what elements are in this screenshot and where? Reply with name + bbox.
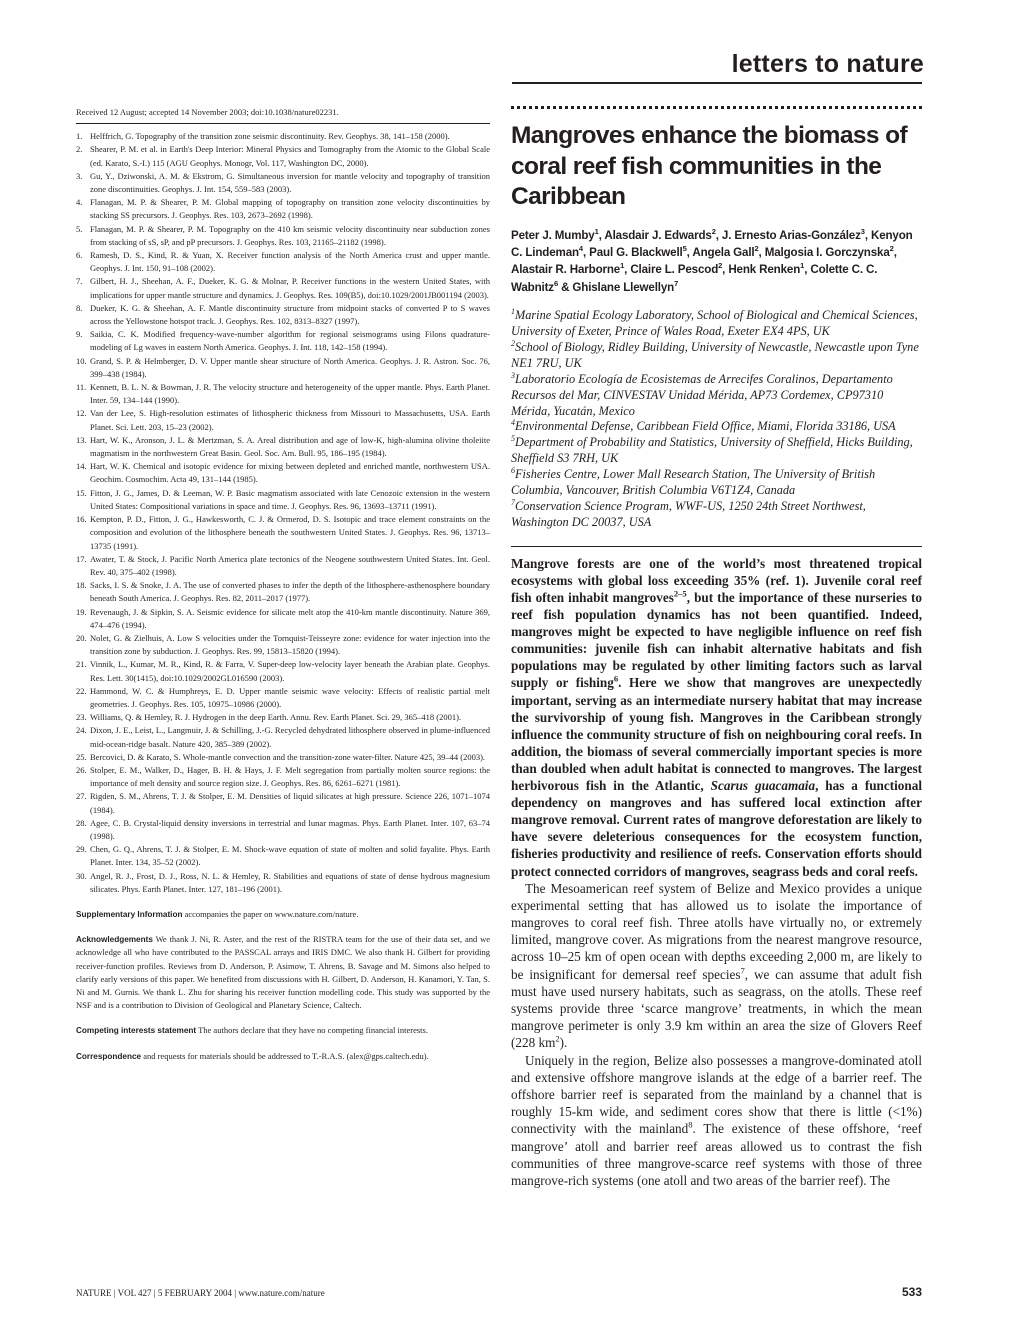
reference-item (76, 196, 490, 222)
reference-list (76, 130, 490, 896)
reference-number: 1. (76, 131, 83, 142)
author (572, 278, 679, 294)
reference-item (76, 143, 490, 169)
affiliation (511, 499, 922, 531)
reference-number: 28. (76, 817, 87, 828)
author-affiliation-mark: 2 (889, 244, 894, 254)
reference-text: Williams, Q. & Hemley, R. J. Hydrogen in the deep Earth. Annu. Rev. Earth Planet. Sci. 29, 365–418 (2001). (90, 712, 462, 723)
correspondence (76, 1050, 490, 1063)
author-name: Peter J. Mumby (511, 228, 595, 242)
reference-text: Helffrich, G. Topography of the transition zone seismic discontinuity. Rev. Geophys. 38, 141–158 (2000). (90, 131, 450, 142)
affiliation (511, 467, 922, 499)
reference-item (76, 817, 490, 843)
reference-text: Vinnik, L., Kumar, M. R., Kind, R. & Farra, V. Super-deep low-velocity layer beneath the Arabian plate. Geophys. Res. Lett. 30(1415), doi:10.1029/2002GL016590 (2003). (90, 659, 490, 683)
author (589, 246, 687, 259)
reference-item (76, 487, 490, 513)
author-affiliation-mark: 2 (711, 226, 716, 236)
affiliation-rule (511, 546, 922, 547)
body-text: ). (559, 1035, 568, 1051)
author-name: Angela Gall (692, 245, 755, 259)
affiliation-text: Environmental Defense, Caribbean Field Office, Miami, Florida 33186, USA (515, 419, 896, 434)
reference-text: Gilbert, H. J., Sheehan, A. F., Dueker, K. G. & Molnar, P. Receiver functions in the western United States, with implications for upper mantle structure and dynamics. J. Geophys. Res. 109(B5), doi:10.1029/2001JB001194 (2003). (90, 276, 490, 300)
reference-item (76, 724, 490, 750)
reference-text: Nolet, G. & Zielhuis, A. Low S velocities under the Tornquist-Teisseyre zone: evidence for water injection into the transition zone by subduction. J. Geophys. Res. 99, 15813–15820 (1994). (90, 632, 490, 657)
reference-text: Revenaugh, J. & Sipkin, S. A. Seismic evidence for silicate melt atop the 410-km mantle discontinuity. Nature 369, 474–476 (1994). (90, 606, 490, 630)
supplementary-note (76, 908, 490, 921)
reference-text: Angel, R. J., Frost, D. J., Ross, N. L. & Hemley, R. Stabilities and equations of state of dense hydrous magnesium silicates. Phys. Earth Planet. Inter. 127, 181–196 (2001). (90, 870, 490, 894)
author (604, 226, 716, 242)
competing-interests (76, 1024, 490, 1037)
reference-text: Awater, T. & Stock, J. Pacific North America plate tectonics of the Neogene southwestern United States. Int. Geol. Rev. 40, 375–402 (1998). (90, 553, 490, 577)
abstract (511, 555, 922, 880)
reference-number: 23. (76, 712, 87, 723)
author (692, 246, 758, 259)
reference-item (76, 275, 490, 301)
reference-item (76, 843, 490, 869)
left-column (76, 106, 490, 1063)
author-name: Claire L. Pescod (630, 263, 719, 277)
correspondence-label: Correspondence (76, 1051, 142, 1061)
affiliation-mark: 6 (511, 466, 515, 476)
abstract-citation: 2–5 (673, 588, 687, 599)
competing-interests-text: The authors declare that they have no competing financial interests. (198, 1025, 428, 1036)
affiliation-text: Fisheries Centre, Lower Mall Research Station, The University of British Columbia, Vancouver, British Columbia V6T1Z4, Canada (511, 467, 876, 498)
abstract-text-1: Mangrove forests are one of the world’s most threatened tropical ecosystems with global loss exceeding 35% (ref. 1). Juvenile coral reef fish often inhabit mangroves (511, 555, 922, 605)
affiliation (511, 340, 922, 372)
affiliation-text: School of Biology, Ridley Building, University of Newcastle, Newcastle upon Tyne NE1 7RU, UK (511, 339, 919, 370)
abstract-text-4: , has a functional dependency on mangroves and has suffered local extinction after mangrove removal. Current rates of mangrove deforestation are likely to have severe deleterious consequences for the ecosystem function, fisheries productivity and resilience of reefs. Conservation efforts should protect connected corridors of mangroves, seagrass beds and coral reefs. (511, 778, 922, 879)
body-paragraph-2 (511, 1052, 922, 1190)
reference-item (76, 606, 490, 632)
affiliation-mark: 1 (511, 307, 515, 317)
reference-number: 16. (76, 514, 87, 525)
header-rule (512, 82, 922, 84)
author-affiliation-mark: 1 (620, 261, 625, 271)
reference-number: 29. (76, 844, 87, 855)
reference-item (76, 790, 490, 816)
affiliation (511, 435, 922, 467)
author (511, 263, 624, 276)
reference-number: 5. (76, 223, 83, 234)
reference-text: Saikia, C. K. Modified frequency-wave-number algorithm for regional seismograms using Filons quadrature-modeling of Lg waves in eastern North America. Geophys. J. Int. 118, 142–158 (1994). (90, 329, 490, 353)
reference-number: 13. (76, 434, 87, 445)
reference-text: Hammond, W. C. & Humphreys, E. D. Upper mantle seismic wave velocity: Effects of realistic partial melt geometries. J. Geophys. Res. 105, 10975–10986 (2000). (90, 685, 490, 709)
author-name: Malgosia I. Gorczynska (764, 245, 890, 259)
body-text: Uniquely in the region, Belize also possesses a mangrove-dominated atoll and extensive offshore mangrove islands at the edge of a barrier reef. The offshore barrier reef is separated from the mainland by a channel that is roughly 15-km wide, and sediment cores show that there is little (<1%) connectivity with the mainland (511, 1052, 922, 1137)
reference-item (76, 355, 490, 381)
author (728, 263, 804, 276)
reference-text: Kempton, P. D., Fitton, J. G., Hawkesworth, C. J. & Ormerod, D. S. Isotopic and trace element constraints on the composition and evolution of the lithosphere beneath the southwestern United States. J. Geophys. Res. 96, 13713–13735 (1991). (90, 514, 490, 551)
reference-number: 26. (76, 764, 87, 775)
reference-text: Sacks, I. S. & Snoke, J. A. The use of converted phases to infer the depth of the lithosphere-asthenosphere boundary beneath South America. J. Geophys. Res. 82, 2011–2017 (1977). (90, 580, 490, 604)
reference-number: 22. (76, 685, 87, 696)
reference-number: 10. (76, 355, 87, 366)
affiliation (511, 372, 922, 420)
affiliation-mark: 3 (511, 370, 515, 380)
page-number: 533 (901, 1285, 922, 1299)
reference-item (76, 407, 490, 433)
acknowledgements-text: We thank J. Ni, R. Aster, and the rest of the RISTRA team for the use of their data set, and we acknowledge all who have contributed to the PASSCAL arrays and IRIS DMC. We also thank H. Gilbert for providing receiver-function profiles. Reviews from D. Anderson, P. Asimow, T. Ahrens, B. Savage and M. Simons also helped to clarify early versions of this paper. We benefited from discussions with H. Gilbert, D. Anderson, H. Kanamori, Y. Tan, S. Ni and M. Gurnis. We thank L. Zhu for sharing his receiver function modelling code. This study was supported by the NSF and is a contribution to Division of Geological and Planetary Science, Caltech. (76, 934, 490, 1011)
reference-text: Van der Lee, S. High-resolution estimates of lithospheric thickness from Missouri to Massachusetts, USA. Earth Planet. Sci. Lett. 203, 15–23 (2002). (90, 408, 490, 432)
author-affiliation-mark: 6 (553, 278, 558, 288)
author-affiliation-mark: 7 (674, 278, 679, 288)
reference-number: 3. (76, 170, 83, 181)
article-title: Mangroves enhance the biomass of coral reef fish communities in the Caribbean (511, 122, 908, 210)
reference-number: 14. (76, 461, 87, 472)
affiliation-mark: 7 (511, 497, 515, 507)
reference-number: 12. (76, 408, 87, 419)
dotted-rule (511, 106, 922, 109)
reference-text: Stolper, E. M., Walker, D., Hager, B. H. & Hays, J. F. Melt segregation from partially molten source regions: the importance of melt density and source region size. J. Geophys. Res. 86, 6261–6271 (1981). (90, 764, 490, 789)
body-citation: 8 (688, 1120, 693, 1131)
body-text: , we can assume that adult fish must have used nursery habitats, such as seagrass, on the atolls. These reef systems provide three ‘scarce mangrove’ treatments, in which the mean mangrove perimeter is only 3.9 km within an area the size of Glovers Reef (228 km (511, 966, 922, 1051)
author-affiliation-mark: 2 (754, 244, 759, 254)
acknowledgements (76, 933, 490, 1012)
reference-text: Gu, Y., Dziwonski, A. M. & Ekstrom, G. Simultaneous inversion for mantle velocity and topography of transition zone discontinuities. Geophys. J. Int. 154, 559–583 (2003). (90, 170, 490, 195)
author-name: Alastair R. Harborne (511, 263, 621, 277)
abstract-text-3: . Here we show that mangroves are unexpectedly important, serving as an intermediate nursery habitat that may increase the survivorship of young fish. Mangroves in the Caribbean strongly influence the community structure of fish on neighbouring coral reefs. In addition, the biomass of several commercially important species is more than doubled when adult habitat is connected to mangroves. The largest herbivorous fish in the Atlantic, (511, 675, 922, 794)
reference-item (76, 685, 490, 711)
correspondence-text: and requests for materials should be addressed to T.-R.A.S. (alex@gps.caltech.edu). (143, 1050, 429, 1061)
reference-item (76, 460, 490, 486)
acknowledgements-label: Acknowledgements (76, 935, 153, 945)
reference-number: 20. (76, 632, 87, 643)
species-name: Scarus guacamaia (710, 778, 816, 794)
body-paragraph-1 (511, 880, 922, 1052)
reference-item (76, 553, 490, 579)
author-list: Peter J. Mumby$^1$, Alasdair J. Edwards$^2$, J. Ernesto Arias-González$^3$, Kenyon C. Lindeman$^4$, Paul G. Blackwell$^5$, Angela Gall$^2$, Malgosia I. Gorczynska$^2$, Alastair R. Harborne$^1$, Claire L. Pescod$^2$, Henk Renken$^1$, Colette C. C. Wabnitz$^6$ & Ghislane Llewellyn$^7$ (511, 226, 913, 294)
reference-item (76, 130, 490, 143)
competing-interests-label: Competing interests statement (76, 1026, 197, 1036)
reference-text: Hart, W. K., Aronson, J. L. & Mertzman, S. A. Areal distribution and age of low-K, high-alumina olivine tholeiite magmatism in the northwestern Great Basin. Geol. Soc. Am. Bull. 95, 186–195 (1984). (90, 434, 490, 459)
reference-item (76, 381, 490, 407)
author (721, 226, 865, 242)
reference-text: Hart, W. K. Chemical and isotopic evidence for mixing between depleted and enriched mantle, northwestern USA. Geochim. Cosmochim. Acta 49, 131–144 (1985). (90, 461, 490, 485)
author (511, 226, 599, 242)
journal-section-header: letters to nature (731, 50, 924, 78)
body-superscript: 2 (555, 1034, 560, 1045)
reference-item (76, 579, 490, 605)
author-affiliation-mark: 4 (578, 244, 583, 254)
reference-text: Agee, C. B. Crystal-liquid density inversions in terrestrial and lunar magmas. Phys. Earth Planet. Inter. 107, 63–74 (1998). (90, 817, 490, 841)
reference-text: Flanagan, M. P. & Shearer, P. M. Topography on the 410 km seismic velocity discontinuity near subduction zones from stacking of sS, sP, and pP precursors. J. Geophys. Res. 103, 21165–21182 (1998). (90, 223, 490, 247)
reference-number: 2. (76, 144, 83, 155)
reference-item (76, 302, 490, 328)
reference-item (76, 223, 490, 249)
reference-number: 15. (76, 487, 87, 498)
reference-number: 9. (76, 329, 83, 340)
reference-text: Rigden, S. M., Ahrens, T. J. & Stolper, E. M. Densities of liquid silicates at high pressure. Science 226, 1071–1074 (1984). (90, 791, 490, 815)
reference-text: Shearer, P. M. et al. in Earth's Deep Interior: Mineral Physics and Tomography from the Atomic to the Global Scale (ed. Karato, S.-I.) 115 (AGU Geophys. Monogr, Vol. 117, Washington DC, 2000). (90, 144, 490, 168)
reference-number: 19. (76, 606, 87, 617)
body-citation: 7 (740, 965, 745, 976)
supplementary-label: Supplementary Information (76, 909, 183, 919)
reference-text: Ramesh, D. S., Kind, R. & Yuan, X. Receiver function analysis of the North America crust and upper mantle. Geophys. J. Int. 150, 91–108 (2002). (90, 250, 490, 274)
supplementary-text: accompanies the paper on www.nature.com/nature. (184, 908, 359, 919)
author-name: Paul G. Blackwell (589, 245, 683, 259)
author-name: J. Ernesto Arias-González (721, 228, 861, 242)
reference-text: Bercovici, D. & Karato, S. Whole-mantle convection and the transition-zone water-filter. Nature 425, 39–44 (2003). (90, 751, 486, 762)
reference-text: Flanagan, M. P. & Shearer, P. M. Global mapping of topography on transition zone velocity discontinuities by stacking SS precursors. J. Geophys. Res. 103, 2673–2692 (1998). (90, 197, 490, 221)
reference-number: 17. (76, 553, 87, 564)
affiliation-text: Marine Spatial Ecology Laboratory, School of Biological and Chemical Sciences, University of Exeter, Prince of Wales Road, Exeter EX4 4PS, UK (511, 308, 918, 339)
reference-text: Grand, S. P. & Helmberger, D. V. Upper mantle shear structure of North America. Geophys. J. R. Astron. Soc. 76, 399–438 (1984). (90, 355, 490, 379)
affiliation-text: Laboratorio Ecología de Ecosistemas de Arrecifes Coralinos, Departamento Recursos del Mar, CINVESTAV Unidad Mérida, AP73 Cordemex, CP97310 Mérida, Yucatán, Mexico (511, 371, 893, 418)
reference-number: 24. (76, 725, 87, 736)
reference-number: 8. (76, 302, 83, 313)
author (765, 246, 894, 259)
reference-number: 30. (76, 870, 87, 881)
reference-number: 4. (76, 197, 83, 208)
reference-number: 11. (76, 382, 87, 393)
author-name: Kenyon C. Lindeman (511, 228, 913, 259)
affiliation-text: Conservation Science Program, WWF-US, 1250 24th Street Northwest, Washington DC 20037, USA (511, 499, 866, 529)
affiliation (511, 419, 922, 435)
author-affiliation-mark: 1 (800, 261, 805, 271)
reference-item (76, 513, 490, 553)
affiliation (511, 308, 922, 340)
author-affiliation-mark: 3 (860, 226, 865, 236)
reference-text: Dueker, K. G. & Sheehan, A. F. Mantle discontinuity structure from midpoint stacks of converted P to S waves across the Yellowstone hotspot track. J. Geophys. Res. 102, 8313–8327 (1997). (90, 302, 490, 327)
affiliation-list (511, 308, 922, 531)
reference-item (76, 751, 490, 764)
reference-item (76, 632, 490, 658)
author-affiliation-mark: 1 (594, 226, 599, 236)
affiliation-mark: 2 (511, 338, 515, 348)
reference-item (76, 328, 490, 354)
reference-number: 25. (76, 751, 87, 762)
reference-number: 7. (76, 276, 83, 287)
body-text: . The existence of these offshore, ‘reef mangrove’ atoll and barrier reef areas allowed us to contrast the fish communities of three mangrove-scarce reef systems with those of three mangrove-rich systems (one atoll and two areas of the barrier reef). The (511, 1121, 922, 1189)
reference-number: 18. (76, 580, 87, 591)
author-name: Henk Renken (728, 263, 801, 277)
author-connector: & (561, 280, 570, 294)
footer-journal-info: NATURE | VOL 427 | 5 FEBRUARY 2004 | www.nature.com/nature (76, 1288, 325, 1298)
right-column (511, 106, 922, 1189)
body-text: The Mesoamerican reef system of Belize and Mexico provides a unique experimental setting that has allowed us to isolate the importance of mangroves to coral reef fish. Three atolls have virtually no, or extremely limited, mangrove cover. As migrations from the nearest mangrove resource, across 10–25 km of open ocean with depths exceeding 2,000 m, are likely to be insignificant for demersal reef species (511, 880, 922, 982)
reference-number: 6. (76, 250, 83, 261)
abstract-text-2: , but the importance of these nurseries to reef fish population dynamics has not been quantified. Indeed, mangroves might be expected to have negligible influence on reef fish communities: juvenile fish can inhabit alternative habitats and fish populations may be regulated by other limiting factors such as larval supply or fishing (511, 590, 922, 691)
reference-text: Fitton, J. G., James, D. & Leeman, W. P. Basic magmatism associated with late Cenozoic extension in the western United States: Compositional variations in space and time. J. Geophys. Res. 96, 13693–13711 (1991). (90, 487, 490, 511)
author-affiliation-mark: 5 (682, 244, 687, 254)
author-affiliation-mark: 2 (718, 261, 723, 271)
author (630, 263, 722, 276)
reference-text: Dixon, J. E., Leist, L., Langmuir, J. & Schilling, J.-G. Recycled dehydrated lithosphere observed in plume-influenced mid-ocean-ridge basalt. Nature 420, 385–389 (2002). (90, 725, 490, 749)
reference-item (76, 711, 490, 724)
affiliation-mark: 5 (511, 434, 515, 444)
author-name: Ghislane Llewellyn (572, 280, 675, 294)
abstract-citation: 6 (613, 674, 619, 685)
received-rule (76, 123, 490, 124)
reference-item (76, 764, 490, 790)
reference-item (76, 249, 490, 275)
author-name: Alasdair J. Edwards (604, 228, 712, 242)
reference-item (76, 870, 490, 896)
reference-item (76, 170, 490, 196)
affiliation-mark: 4 (511, 418, 515, 428)
reference-number: 21. (76, 659, 87, 670)
reference-text: Kennett, B. L. N. & Bowman, J. R. The velocity structure and heterogeneity of the upper mantle. Phys. Earth Planet. Inter. 59, 134–144 (1990). (90, 382, 490, 406)
author-name: Colette C. C. Wabnitz (511, 263, 878, 294)
reference-number: 27. (76, 791, 87, 802)
reference-item (76, 658, 490, 684)
reference-item (76, 434, 490, 460)
reference-text: Chen, G. Q., Ahrens, T. J. & Stolper, E. M. Shock-wave equation of state of molten and solid fayalite. Phys. Earth Planet. Inter. 134, 35–52 (2002). (90, 844, 490, 868)
affiliation-text: Department of Probability and Statistics, University of Sheffield, Hicks Building, Sheffield S3 7RH, UK (511, 435, 913, 466)
received-line: Received 12 August; accepted 14 November 2003; doi:10.1038/nature02231. (76, 107, 339, 117)
